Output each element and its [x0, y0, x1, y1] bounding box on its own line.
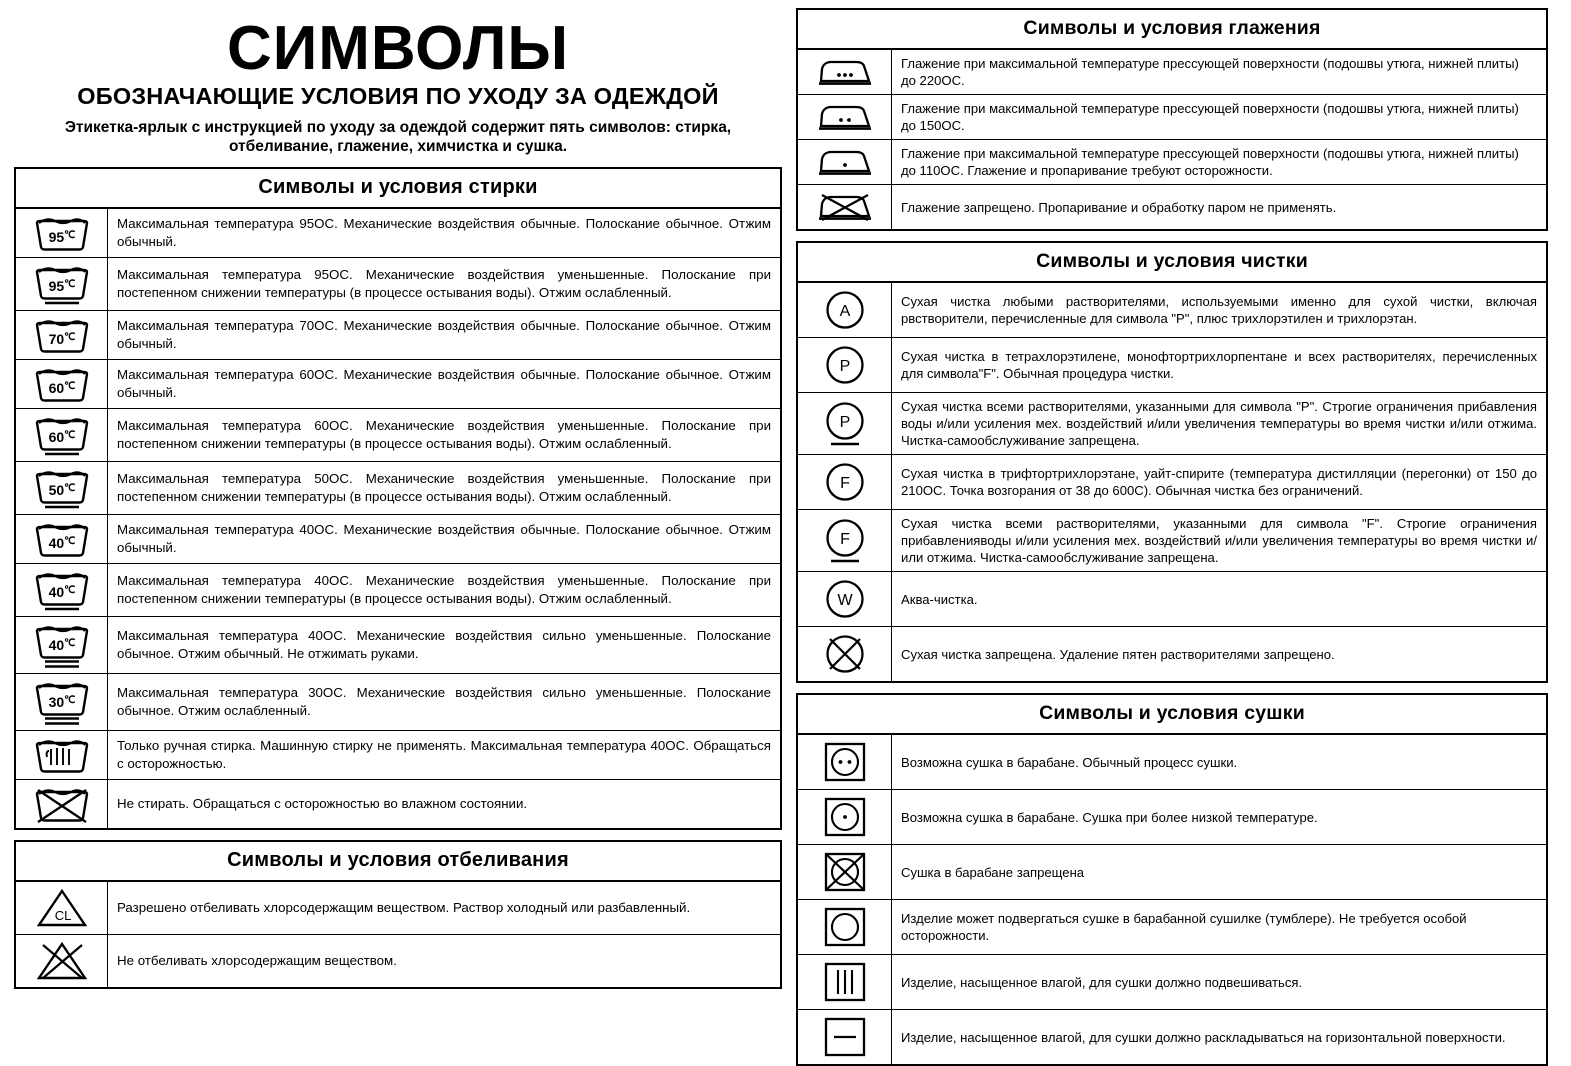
table-cell-description: Не стирать. Обращаться с осторожностью во влажном состоянии.	[117, 795, 528, 811]
table-row	[798, 790, 1546, 845]
iron-two-dots-icon	[798, 95, 892, 139]
table-cell-description: Глажение запрещено. Пропаривание и обработку паром не применять.	[901, 199, 1337, 215]
svg-text:40℃: 40℃	[48, 534, 75, 551]
table-cell-description: Изделие может подвергаться сушке в барабанной сушилке (тумблере). Не требуется особой осторожности.	[901, 911, 1467, 944]
section-ironing-heading: Символы и условия глажения	[798, 10, 1546, 50]
table-cell-description: Глажение при максимальной температуре прессующей поверхности (подошвы утюга, нижней плиты) до 150ОС.	[901, 101, 1519, 134]
svg-text:40℃: 40℃	[48, 636, 75, 653]
table-cell-description: Не отбеливать хлорсодержащим веществом.	[117, 952, 397, 968]
table-cell-description: Глажение при максимальной температуре прессующей поверхности (подошвы утюга, нижней плиты) до 220ОС.	[901, 56, 1519, 89]
table-cell-description: Максимальная температура 60ОС. Механические воздействия уменьшенные. Полоскание при постепенном снижении температуры (в процессе остывания воды). Отжим ослабленный.	[117, 418, 771, 451]
table-row	[798, 955, 1546, 1010]
table-row	[16, 515, 780, 564]
svg-text:95℃: 95℃	[48, 277, 75, 294]
wash-tub-95-underline-icon	[16, 258, 108, 310]
table-cell-description: Глажение при максимальной температуре прессующей поверхности (подошвы утюга, нижней плиты) до 110ОС. Глажение и пропаривание требуют осторожности.	[901, 146, 1519, 179]
table-cell-description: Изделие, насыщенное влагой, для сушки должно подвешиваться.	[901, 974, 1303, 990]
hand-wash-icon	[16, 731, 108, 779]
wash-tub-60-icon	[16, 360, 108, 408]
table-row	[16, 311, 780, 360]
table-row	[16, 731, 780, 780]
table-row	[798, 393, 1546, 455]
table-row	[798, 338, 1546, 393]
table-row	[798, 627, 1546, 681]
table-row	[16, 780, 780, 828]
wash-tub-40-underline-icon	[16, 564, 108, 616]
circle-a-icon	[798, 283, 892, 337]
table-cell-description: Сухая чистка запрещена. Удаление пятен растворителями запрещено.	[901, 646, 1335, 662]
section-drying	[796, 693, 1548, 1066]
table-row	[798, 900, 1546, 955]
section-drycleaning-heading: Символы и условия чистки	[798, 243, 1546, 283]
page-subtitle: ОБОЗНАЧАЮЩИЕ УСЛОВИЯ ПО УХОДУ ЗА ОДЕЖДОЙ	[77, 83, 719, 109]
circle-w-icon	[798, 572, 892, 626]
table-cell-description: Сухая чистка любыми растворителями, используемыми именно для сухой чистки, включая рвстворители, перечисленные для символа "Р", плюс трихлорэтилен и трихлорэтан.	[901, 294, 1537, 327]
table-cell-description: Сухая чистка всеми растворителями, указанными для символа "F". Строгие ограничения прибавленияводы и/или усиления мех. воздействий и/или увеличения температуры во время чистки и/или отжима. Чистка-самообслуживание запрещена.	[901, 516, 1537, 566]
table-row	[798, 95, 1546, 140]
triangle-cl-icon	[16, 882, 108, 934]
circle-f-underline-icon	[798, 510, 892, 571]
table-row	[798, 283, 1546, 338]
section-drying-heading: Символы и условия сушки	[798, 695, 1546, 735]
svg-text:40℃: 40℃	[48, 583, 75, 600]
table-cell-description: Максимальная температура 70ОС. Механические воздействия обычные. Полоскание обычное. Отжим обычный.	[117, 318, 771, 351]
tumble-dry-one-dot-icon	[798, 790, 892, 844]
table-row	[798, 1010, 1546, 1064]
table-row	[16, 882, 780, 935]
table-cell-description: Аква-чистка.	[901, 591, 978, 607]
tumble-dry-crossed-icon	[798, 845, 892, 899]
circle-p-underline-icon	[798, 393, 892, 454]
no-wash-crossed-tub-icon	[16, 780, 108, 828]
table-cell-description: Возможна сушка в барабане. Сушка при более низкой температуре.	[901, 809, 1318, 825]
svg-text:F: F	[839, 530, 850, 548]
table-cell-description: Максимальная температура 40ОС. Механические воздействия обычные. Полоскание обычное. Отжим обычный.	[117, 522, 771, 555]
table-row	[16, 935, 780, 987]
svg-text:95℃: 95℃	[48, 228, 75, 245]
svg-text:50℃: 50℃	[48, 481, 75, 498]
table-row	[798, 735, 1546, 790]
table-row	[16, 209, 780, 258]
title-block	[14, 8, 782, 167]
svg-text:P: P	[839, 413, 850, 431]
table-cell-description: Максимальная температура 40ОС. Механические воздействия уменьшенные. Полоскание при постепенном снижении температуры (в процессе остывания воды). Отжим ослабленный.	[117, 573, 771, 606]
wash-tub-30-double-underline-icon	[16, 674, 108, 730]
table-cell-description: Изделие, насыщенное влагой, для сушки должно раскладываться на горизонтальной поверхности.	[901, 1029, 1506, 1045]
svg-text:A: A	[839, 303, 850, 321]
wash-tub-95-bar-icon	[16, 209, 108, 257]
table-row	[16, 360, 780, 409]
table-row	[16, 258, 780, 311]
table-row	[798, 455, 1546, 510]
wash-tub-40-icon	[16, 515, 108, 563]
wash-tub-40-double-underline-icon	[16, 617, 108, 673]
table-row	[798, 510, 1546, 572]
svg-text:60℃: 60℃	[48, 428, 75, 445]
section-washing	[14, 167, 782, 830]
wash-tub-70-icon	[16, 311, 108, 359]
tumble-dry-two-dots-icon	[798, 735, 892, 789]
table-row	[16, 674, 780, 731]
iron-one-dot-icon	[798, 140, 892, 184]
section-washing-heading: Символы и условия стирки	[16, 169, 780, 209]
table-cell-description: Максимальная температура 95ОС. Механические воздействия обычные. Полоскание обычное. Отжим обычный.	[117, 216, 771, 249]
table-cell-description: Сухая чистка в трифтортрихлорэтане, уайт-спирите (температура дистилляции (перегонки) от 150 до 210ОС. Точка возгорания от 38 до 600С). Обычная чистка без ограничений.	[901, 466, 1537, 499]
table-row	[798, 845, 1546, 900]
section-bleaching	[14, 840, 782, 989]
table-row	[16, 617, 780, 674]
svg-text:30℃: 30℃	[48, 693, 75, 710]
table-row	[798, 185, 1546, 229]
intro-paragraph: Этикетка-ярлык с инструкцией по уходу за одеждой содержит пять символов: стирка, отбеливание, глажение, химчистка и сушка.	[64, 118, 732, 156]
svg-text:60℃: 60℃	[48, 379, 75, 396]
table-cell-description: Сушка в барабане запрещена	[901, 864, 1085, 880]
wash-tub-60-underline-icon	[16, 409, 108, 461]
right-column	[796, 8, 1548, 1045]
table-row	[16, 409, 780, 462]
table-cell-description: Максимальная температура 50ОС. Механические воздействия уменьшенные. Полоскание при постепенном снижении температуры (в процессе остывания воды). Отжим ослабленный.	[117, 471, 771, 504]
table-row	[798, 140, 1546, 185]
section-ironing	[796, 8, 1548, 231]
drip-dry-hang-icon	[798, 955, 892, 1009]
circle-crossed-icon	[798, 627, 892, 681]
table-cell-description: Сухая чистка всеми растворителями, указанными для символа "Р". Строгие ограничения прибавления воды и/или усиления мех. воздействий и/или увеличения температуры во время чистки и/или отжима. Чистка-самообслуживание запрещена.	[901, 399, 1537, 449]
svg-text:CL: CL	[54, 907, 71, 923]
table-cell-description: Максимальная температура 40ОС. Механические воздействия сильно уменьшенные. Полоскание обычное. Отжим обычный. Не отжимать руками.	[117, 628, 771, 661]
table-row	[16, 462, 780, 515]
section-bleaching-heading: Символы и условия отбеливания	[16, 842, 780, 882]
svg-text:W: W	[836, 592, 853, 610]
table-cell-description: Максимальная температура 95ОС. Механические воздействия уменьшенные. Полоскание при постепенном снижении температуры (в процессе остывания воды). Отжим ослабленный.	[117, 267, 771, 300]
svg-text:70℃: 70℃	[48, 330, 75, 347]
table-cell-description: Разрешено отбеливать хлорсодержащим веществом. Раствор холодный или разбавленный.	[117, 899, 691, 915]
table-row	[798, 50, 1546, 95]
svg-text:F: F	[839, 475, 850, 493]
page-title: СИМВОЛЫ	[226, 14, 570, 83]
circle-f-icon	[798, 455, 892, 509]
table-cell-description: Возможна сушка в барабане. Обычный процесс сушки.	[901, 754, 1238, 770]
table-row	[798, 572, 1546, 627]
triangle-crossed-icon	[16, 935, 108, 987]
table-cell-description: Максимальная температура 30ОС. Механические воздействия сильно уменьшенные. Полоскание обычное. Отжим ослабленный.	[117, 685, 771, 718]
table-cell-description: Только ручная стирка. Машинную стирку не применять. Максимальная температура 40ОС. Обращаться с осторожностью.	[117, 738, 771, 771]
dry-flat-icon	[798, 1010, 892, 1064]
svg-text:P: P	[839, 358, 850, 376]
wash-tub-50-underline-icon	[16, 462, 108, 514]
iron-three-dots-icon	[798, 50, 892, 94]
iron-crossed-icon	[798, 185, 892, 229]
table-row	[16, 564, 780, 617]
circle-p-icon	[798, 338, 892, 392]
table-cell-description: Максимальная температура 60ОС. Механические воздействия обычные. Полоскание обычное. Отжим обычный.	[117, 367, 771, 400]
tumble-dry-plain-icon	[798, 900, 892, 954]
left-column	[14, 8, 782, 968]
table-cell-description: Сухая чистка в тетрахлорэтилене, монофтортрихлорпентане и всех растворителях, перечисленных для символа"F". Обычная процедура чистки.	[901, 349, 1537, 382]
section-drycleaning	[796, 241, 1548, 683]
